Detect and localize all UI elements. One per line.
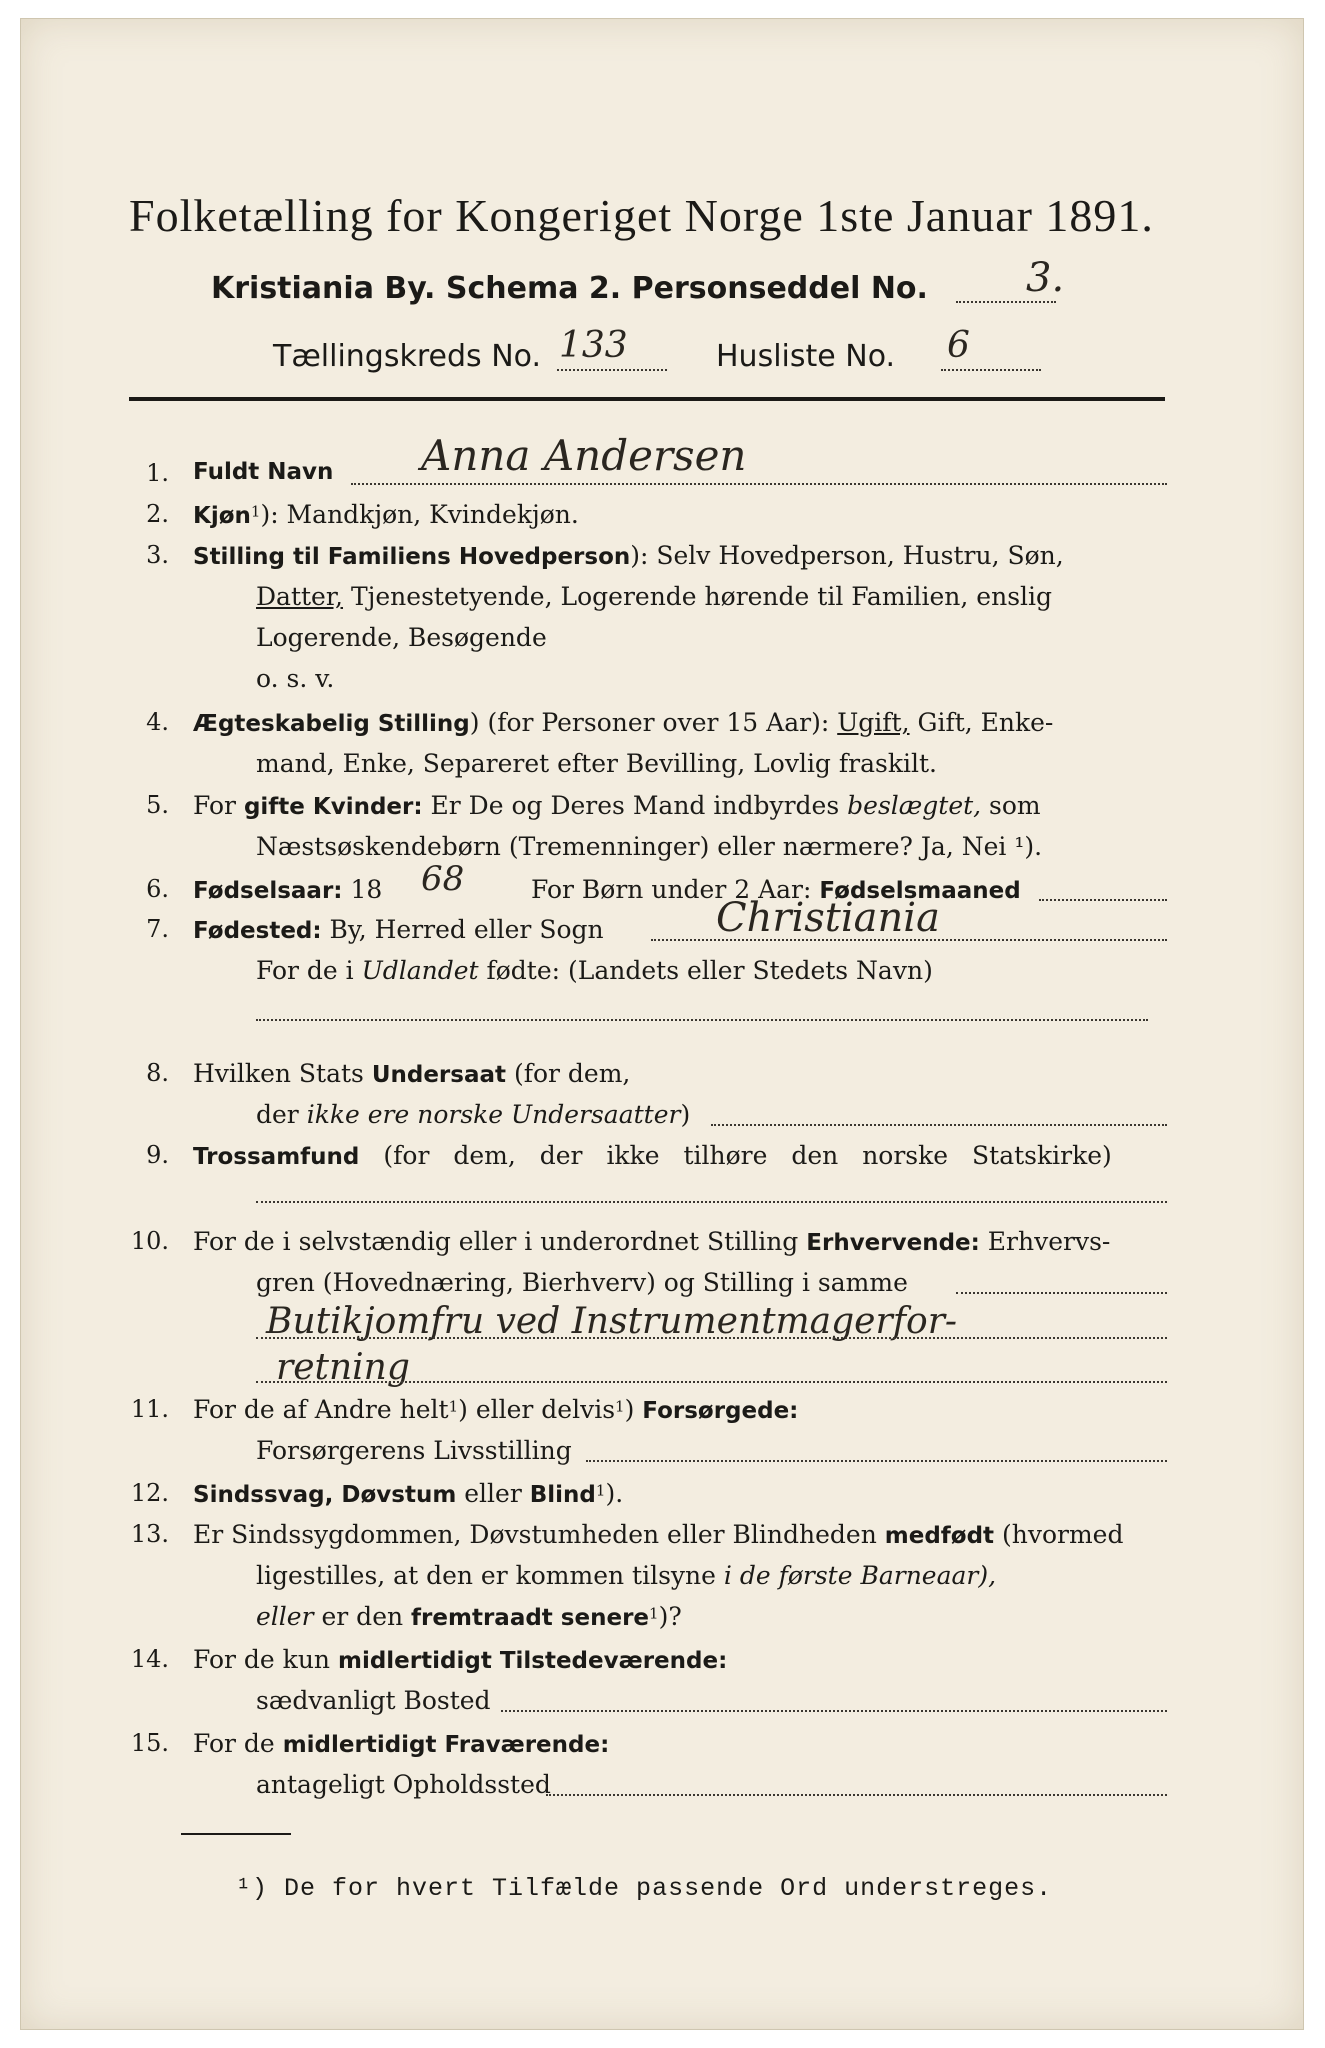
q3-line4: o. s. v. (256, 664, 335, 693)
footnote-rule (181, 1833, 291, 1835)
q13-line2 (256, 1561, 996, 1590)
q4-number: 4. (146, 708, 169, 736)
q13-line3: eller er den fremtraadt senere$^1$)? (256, 1602, 682, 1631)
q7-line1 (193, 915, 604, 944)
q13-text2b: i de første Barneaar), (723, 1561, 997, 1590)
q14-line2: sædvanligt Bosted (256, 1686, 491, 1715)
q13-end: )? (658, 1602, 682, 1631)
q14-number: 14. (130, 1645, 169, 1673)
q14-label: midlertidigt Tilstedeværende: (337, 1648, 728, 1674)
q13-number: 13. (130, 1520, 169, 1548)
q8-text1c: (for dem, (506, 1059, 631, 1088)
q13-text1c: (hvormed (994, 1520, 1124, 1549)
q4-ugift: Ugift, (837, 708, 910, 737)
q14-dots (501, 1710, 1167, 1712)
q12-label2: Blind (529, 1482, 596, 1508)
q10-number: 10. (130, 1227, 169, 1255)
q11-line2: Forsørgerens Livsstilling (256, 1436, 572, 1465)
q15-label: midlertidigt Fraværende: (282, 1732, 610, 1758)
q5-line1 (193, 791, 1041, 820)
q4-text1c: Gift, Enke- (909, 708, 1054, 737)
q5-text1a: Er De og Deres Mand indbyrdes (422, 791, 848, 820)
q10-dots1 (956, 1292, 1167, 1294)
q13-text1a: Er Sindssygdommen, Døvstumheden eller Blindheden (193, 1520, 885, 1549)
q15-dots (546, 1794, 1167, 1796)
q6-label: Fødselsaar: (193, 878, 343, 904)
krets-label: Tællingskreds No. (273, 339, 541, 374)
personseddel-no: 3. (1026, 255, 1065, 301)
q13-eller: eller (256, 1602, 314, 1631)
census-form (20, 18, 1304, 2030)
q4-line2: mand, Enke, Separeret efter Bevilling, Lovlig fraskilt. (256, 749, 937, 778)
q8-text2b: ikke ere norske Undersaatter (306, 1100, 681, 1129)
q10-label: Erhvervende: (806, 1230, 980, 1256)
q11-text1b: ) eller delvis (458, 1395, 616, 1424)
q15-line1 (193, 1729, 609, 1758)
q10-dots3 (256, 1381, 1167, 1383)
q6-prefix: 18 (342, 875, 383, 904)
q2-option: Kvindekjøn. (429, 500, 579, 529)
q6-mid-label: Fødselsmaaned (819, 878, 1021, 904)
q15-number: 15. (130, 1729, 169, 1757)
q3-datter: Datter, (256, 582, 343, 611)
q3-number: 3. (146, 541, 169, 569)
q4-line1 (193, 708, 1053, 737)
q11-dots (586, 1460, 1167, 1462)
q2-label: Kjøn (193, 503, 251, 529)
q14-line1 (193, 1645, 727, 1674)
husliste-no: 6 (947, 325, 970, 366)
q9-text: (for dem, der ikke tilhøre den norske Statskirke) (383, 1141, 1112, 1170)
q10-value2: retning (276, 1347, 410, 1388)
q8-line2 (256, 1100, 690, 1129)
q8-text2a: der (256, 1100, 307, 1129)
q1-number: 1. (146, 459, 169, 487)
q11-number: 11. (130, 1395, 169, 1423)
q12-number: 12. (130, 1479, 169, 1507)
q10-value1: Butikjomfru ved Instrumentmagerfor- (266, 1301, 958, 1342)
q7-line2 (256, 956, 933, 985)
footnote: ¹) De for hvert Tilfælde passende Ord understreges. (236, 1874, 1053, 1903)
q4-label: Ægteskabelig Stilling (193, 711, 470, 737)
q5-beslaegtet: beslægtet, (847, 791, 982, 820)
q12-label: Sindssvag, Døvstum (193, 1482, 457, 1508)
q5-line2: Næstsøskendebørn (Tremenninger) eller nærmere? Ja, Nei ¹). (256, 832, 1043, 861)
q13-text2a: ligestilles, at den er kommen tilsyne (256, 1561, 724, 1590)
q10-line1 (193, 1227, 1110, 1256)
q9-label: Trossamfund (193, 1144, 360, 1170)
q3-text1: ): Selv Hovedperson, Hustru, Søn, (630, 541, 1064, 570)
q8-text1a: Hvilken Stats (193, 1059, 372, 1088)
q7-value: Christiania (716, 895, 940, 941)
q3-label: Stilling til Familiens Hovedperson (193, 544, 631, 570)
q6-value: 68 (421, 859, 465, 899)
q8-line1 (193, 1059, 630, 1088)
q9-dots (256, 1201, 1167, 1203)
header-rule (129, 397, 1165, 401)
q2-sup: 1 (250, 502, 261, 521)
form-title: Folketælling for Kongeriget Norge 1ste Januar 1891. (129, 190, 1154, 241)
q1-label: Fuldt Navn (193, 459, 334, 485)
q13-label: medfødt (884, 1523, 995, 1549)
q5-for: For (193, 791, 244, 820)
q9-number: 9. (146, 1141, 169, 1169)
q8-number: 8. (146, 1059, 169, 1087)
q12-line: Sindssvag, Døvstum eller Blind$^1$). (193, 1479, 624, 1508)
personseddel-dots (956, 301, 1056, 303)
q7-text2a: For de i (256, 956, 362, 985)
q1-value: Anna Andersen (421, 431, 747, 480)
q14-text1a: For de kun (193, 1645, 338, 1674)
q3-line2 (256, 582, 1052, 611)
q15-line2: antageligt Opholdssted (256, 1770, 551, 1799)
q7-text: By, Herred eller Sogn (321, 915, 604, 944)
q7-label: Fødested: (193, 918, 322, 944)
q5-label: gifte Kvinder: (243, 794, 423, 820)
q6-number: 6. (146, 875, 169, 903)
q7-dots2 (256, 1019, 1148, 1021)
q13-line1 (193, 1520, 1123, 1549)
q12-text: eller (456, 1479, 530, 1508)
q8-text2c: ) (680, 1100, 691, 1129)
q11-text1a: For de af Andre helt (193, 1395, 449, 1424)
q3-line1 (193, 541, 1064, 570)
q9-line (193, 1141, 1112, 1170)
q15-text1a: For de (193, 1729, 283, 1758)
q13-text3b: er den (313, 1602, 412, 1631)
q12-end: ). (605, 1479, 624, 1508)
q3-text2: Tjenestetyende, Logerende hørende til Familien, enslig (343, 582, 1053, 611)
q6-mid-text: For Børn under 2 Aar: (531, 875, 820, 904)
q6-line (193, 875, 382, 904)
q10-text1c: Erhvervs- (979, 1227, 1111, 1256)
krets-no: 133 (559, 325, 628, 366)
q8-label: Undersaat (371, 1062, 506, 1088)
q1-dots (351, 483, 1167, 485)
q3-line3: Logerende, Besøgende (256, 623, 547, 652)
husliste-dots (941, 369, 1041, 371)
q6-dots (1039, 899, 1167, 901)
q7-text2c: fødte: (Landets eller Stedets Navn) (478, 956, 933, 985)
q2-number: 2. (146, 500, 169, 528)
q10-line2: gren (Hovednæring, Bierhverv) og Stilling i samme (256, 1268, 908, 1297)
q5-number: 5. (146, 791, 169, 819)
q7-udlandet: Udlandet (361, 956, 479, 985)
q10-text1a: For de i selvstændig eller i underordnet Stilling (193, 1227, 807, 1256)
krets-dots (557, 369, 667, 371)
q11-text1c: ) (624, 1395, 643, 1424)
city-schema-line: Kristiania By. Schema 2. Personseddel No. (211, 271, 928, 306)
q5-text1c: som (981, 791, 1041, 820)
q2-line (193, 500, 579, 529)
q4-text1a: ) (for Personer over 15 Aar): (469, 708, 838, 737)
q11-label: Forsørgede: (642, 1398, 799, 1424)
q7-number: 7. (146, 915, 169, 943)
q8-dots (711, 1124, 1167, 1126)
husliste-label: Husliste No. (716, 339, 896, 374)
q13-label2: fremtraadt senere (411, 1605, 650, 1631)
q2-text: ): Mandkjøn, (260, 500, 430, 529)
q10-dots2 (256, 1337, 1167, 1339)
q11-line1: For de af Andre helt$^1$) eller delvis$^1$) Forsørgede: (193, 1395, 799, 1424)
